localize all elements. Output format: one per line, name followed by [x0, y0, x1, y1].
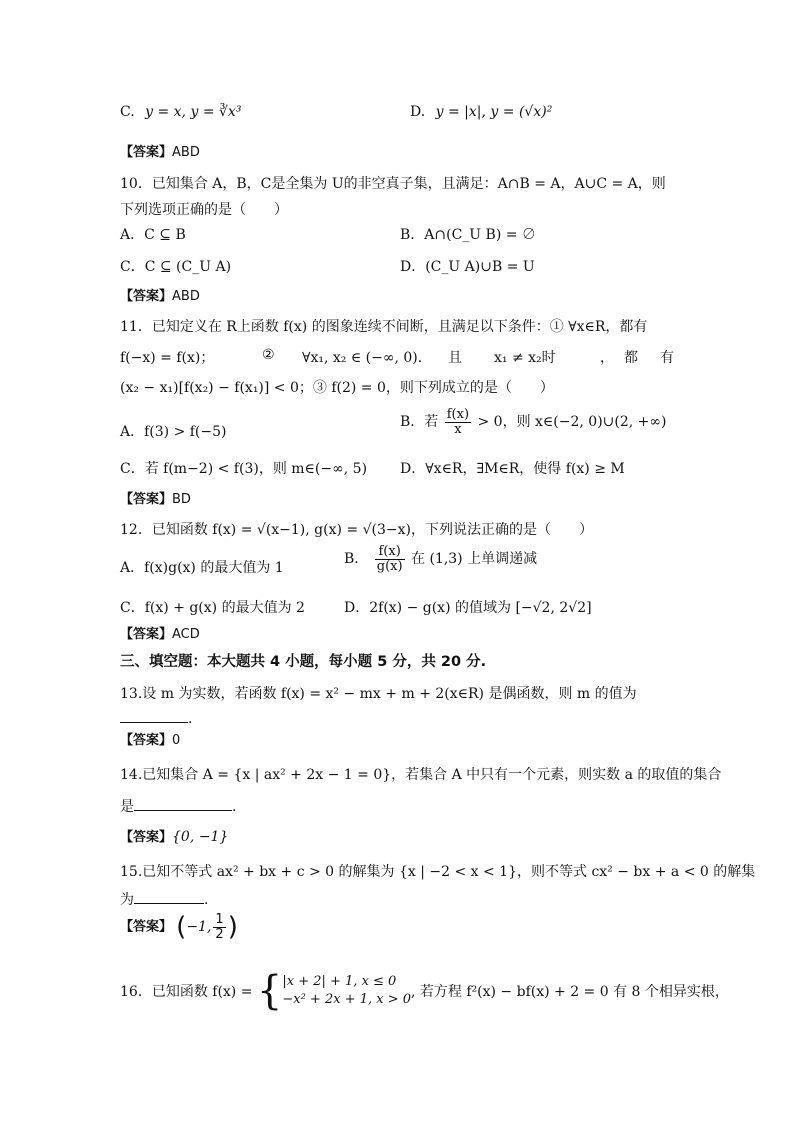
q13-stem-line2: . — [120, 708, 192, 727]
q12-answer: 【答案】ACD — [120, 627, 200, 642]
q14-stem-line2: 是 . — [120, 796, 236, 816]
q11-option-c: C．若 f(m−2) < f(3)，则 m∈(−∞, 5) — [120, 461, 368, 477]
q15-answer-blank — [134, 889, 204, 904]
q15-answer: 【答案】 (−1, $\frac{1}{2}$ ) — [120, 911, 238, 942]
q11-stem-line2g: 都 — [624, 350, 638, 366]
section-3-heading: 三、填空题：本大题共 4 小题，每小题 5 分，共 20 分. — [120, 654, 487, 670]
q11-stem-line2f: ， — [600, 350, 614, 366]
q12-stem: 12．已知函数 f(x) = √(x−1), g(x) = √(3−x)，下列说法正确的是（ ） — [120, 522, 593, 538]
q15-stem-line2: 为 . — [120, 889, 208, 909]
q11-stem-line2e: x₁ ≠ x₂时 — [494, 350, 556, 366]
q9-option-d: D. y = |x|, y = (√x)² — [410, 104, 553, 120]
q10-option-c: C．C ⊆ (C_U A) — [120, 259, 232, 275]
q11-option-b: B．若 $\frac{f(x)}{x}$ > 0，则 x∈(−2, 0)∪(2, +∞) — [400, 407, 667, 437]
q11-stem-line2c: ∀x₁, x₂ ∈ (−∞, 0)． — [302, 350, 432, 366]
q13-stem-line1: 13.设 m 为实数，若函数 f(x) = x² − mx + m + 2(x∈R) 是偶函数，则 m 的值为 — [120, 686, 637, 702]
q11-stem-line1: 11．已知定义在 R上函数 f(x) 的图象连续不间断，且满足以下条件：① ∀x∈R，都有 — [120, 319, 648, 335]
q11-stem-line2b: ② — [262, 347, 275, 363]
q12-option-c: C．f(x) + g(x) 的最大值为 2 — [120, 600, 305, 616]
q9-option-d-math: y = |x|, y = (√x)² — [435, 104, 553, 120]
q11-option-b-fraction: $\frac{f(x)}{x}$ — [446, 407, 470, 437]
q14-answer-blank — [134, 796, 232, 811]
q14-stem-line1: 14.已知集合 A = {x | ax² + 2x − 1 = 0}，若集合 A 中只有一个元素，则实数 a 的取值的集合 — [120, 767, 722, 783]
q10-stem-line1: 10．已知集合 A，B，C是全集为 U的非空真子集，且满足：A∩B = A，A∪C = A，则 — [120, 176, 666, 192]
q9-option-c-math: y = x, y = ∛x³ — [145, 104, 242, 120]
q16-piecewise-cases: |x + 2| + 1, x ≤ 0 −x² + 2x + 1, x > 0 — [282, 973, 412, 1007]
q10-option-d: D．(C_U A)∪B = U — [400, 259, 535, 275]
q14-answer: 【答案】{0, −1} — [120, 829, 229, 845]
q10-option-b: B．A∩(C_U B) = ∅ — [400, 227, 536, 243]
q11-option-a: A．f(3) > f(−5) — [120, 424, 227, 440]
q15-answer-fraction: $\frac{1}{2}$ — [215, 911, 224, 942]
q12-option-a: A．f(x)g(x) 的最大值为 1 — [120, 560, 284, 576]
q12-option-b: B． $\frac{f(x)}{g(x)}$ 在 (1,3) 上单调递减 — [344, 544, 538, 574]
q11-answer: 【答案】BD — [120, 492, 191, 507]
q12-option-d: D．2f(x) − g(x) 的值域为 [−√2, 2√2] — [344, 600, 592, 616]
q12-option-b-fraction: $\frac{f(x)}{g(x)}$ — [376, 544, 403, 574]
q13-answer: 【答案】0 — [120, 733, 181, 748]
q11-stem-line2d: 且 — [448, 350, 462, 366]
q16-stem: 16．已知函数 f(x) = { |x + 2| + 1, x ≤ 0 −x² + 2x + 1, x > 0 , 若方程 f²(x) − bf(x) + 2 = 0 有 8 个相异实根， — [120, 968, 729, 1014]
q13-answer-blank — [120, 708, 188, 723]
q9-option-c: C. y = x, y = ∛x³ — [120, 104, 242, 120]
q10-option-a: A．C ⊆ B — [120, 227, 186, 243]
q11-option-d: D．∀x∈R，∃M∈R，使得 f(x) ≥ M — [400, 461, 625, 477]
q9-answer: 【答案】ABD — [120, 145, 200, 160]
q10-answer: 【答案】ABD — [120, 289, 200, 304]
q11-stem-line2h: 有 — [660, 350, 674, 366]
q11-stem-line3: (x₂ − x₁)[f(x₂) − f(x₁)] < 0；③ f(2) = 0，则下列成立的是（ ） — [120, 380, 554, 396]
q11-stem-line2a: f(−x) = f(x)； — [120, 350, 215, 366]
q10-stem-line2: 下列选项正确的是（ ） — [120, 202, 288, 218]
q15-stem-line1: 15.已知不等式 ax² + bx + c > 0 的解集为 {x | −2 < x < 1}，则不等式 cx² − bx + a < 0 的解集 — [120, 864, 756, 880]
